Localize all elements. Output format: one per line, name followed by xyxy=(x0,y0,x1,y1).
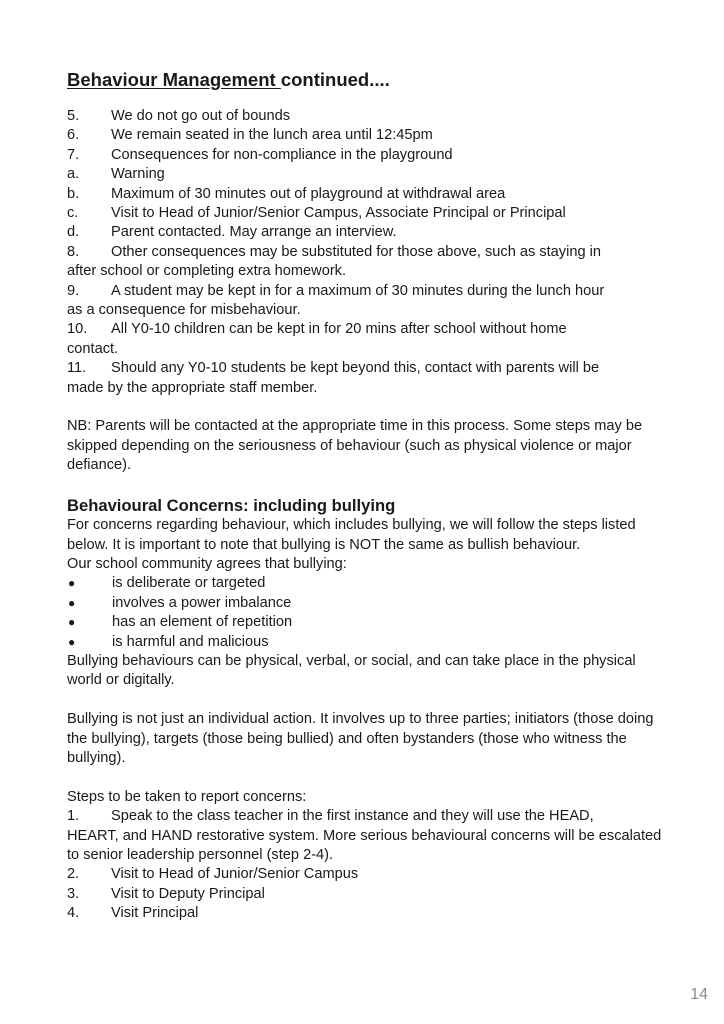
item-text: involves a power imbalance xyxy=(112,594,292,611)
item-text-continued: made by the appropriate staff member. xyxy=(67,379,318,396)
item-text: Parent contacted. May arrange an interview. xyxy=(111,224,397,241)
bullying-parties: Bullying is not just an individual action. It involves up to three parties; initiators (those doing the bullying), targets (those being bullied) and often bystanders (those who witness the bullying). xyxy=(67,711,654,766)
list-item xyxy=(67,165,667,184)
page-heading xyxy=(67,68,667,92)
concerns-agrees: Our school community agrees that bullying: xyxy=(67,555,347,572)
item-number: 3. xyxy=(67,885,80,902)
item-text-continued: contact. xyxy=(67,340,119,357)
item-number: a. xyxy=(67,166,80,183)
item-text: We remain seated in the lunch area until 12:45pm xyxy=(111,127,433,144)
list-item-wrapped xyxy=(67,282,667,321)
item-text: Visit to Head of Junior/Senior Campus, Associate Principal or Principal xyxy=(111,205,566,222)
heading-underlined: Behaviour Management xyxy=(67,69,281,90)
list-item-wrapped xyxy=(67,807,667,865)
list-item xyxy=(67,107,667,126)
list-item xyxy=(67,904,667,923)
item-text: Visit Principal xyxy=(111,905,199,922)
item-number: 10. xyxy=(67,321,88,338)
rules-list xyxy=(67,107,667,398)
heading-rest: continued.... xyxy=(280,69,390,90)
steps-list xyxy=(67,807,667,923)
section-heading: Behavioural Concerns: including bullying xyxy=(67,496,396,516)
item-number: 9. xyxy=(67,282,80,299)
bullet-icon: ● xyxy=(68,634,76,649)
item-number: 2. xyxy=(67,866,80,883)
item-number: 5. xyxy=(67,108,80,124)
item-text: Warning xyxy=(111,166,165,183)
nb-note: NB: Parents will be contacted at the appropriate time in this process. Some steps may be skipped depending on the seriousness of behaviour (such as physical violence or major defiance). xyxy=(67,418,643,474)
list-item xyxy=(67,865,667,884)
item-text: Should any Y0-10 students be kept beyond this, contact with parents will be xyxy=(111,360,600,377)
list-item xyxy=(67,185,667,204)
item-text-continued: HEART, and HAND restorative system. More serious behavioural concerns will be escalated to senior leadership personnel (step 2-4). xyxy=(67,827,662,863)
list-item xyxy=(67,146,667,165)
steps-title: Steps to be taken to report concerns: xyxy=(67,788,307,805)
item-text: Maximum of 30 minutes out of playground at withdrawal area xyxy=(111,185,506,202)
item-number: 4. xyxy=(67,905,80,922)
list-item xyxy=(67,633,667,652)
list-item xyxy=(67,223,667,242)
item-text: A student may be kept in for a maximum of 30 minutes during the lunch hour xyxy=(111,282,605,299)
item-text: All Y0-10 children can be kept in for 20 mins after school without home xyxy=(111,321,567,338)
item-text: Visit to Deputy Principal xyxy=(111,885,265,902)
list-item xyxy=(67,126,667,145)
list-item-wrapped xyxy=(67,243,667,282)
item-number: 6. xyxy=(67,127,80,144)
list-item xyxy=(67,613,667,632)
item-number: c. xyxy=(67,205,79,222)
bullet-icon: ● xyxy=(68,595,76,610)
list-item-wrapped xyxy=(67,359,667,398)
list-item xyxy=(67,594,667,613)
bullet-icon: ● xyxy=(68,615,76,630)
item-number: 11. xyxy=(67,360,87,377)
item-number: 7. xyxy=(67,146,80,163)
document-page xyxy=(67,68,667,924)
list-item-wrapped xyxy=(67,320,667,359)
list-item xyxy=(67,204,667,223)
item-text: is harmful and malicious xyxy=(112,633,269,650)
bullet-list xyxy=(67,574,667,652)
item-text: Other consequences may be substituted for those above, such as staying in xyxy=(111,243,601,260)
bullying-types: Bullying behaviours can be physical, verbal, or social, and can take place in the physical world or digitally. xyxy=(67,652,636,689)
bullet-icon: ● xyxy=(68,576,76,591)
item-number: d. xyxy=(67,224,80,241)
page-number: 14 xyxy=(690,986,708,1003)
list-item xyxy=(67,574,667,593)
item-text: Speak to the class teacher in the first instance and they will use the HEAD, xyxy=(111,808,594,825)
item-number: b. xyxy=(67,185,80,202)
item-text: is deliberate or targeted xyxy=(112,575,266,592)
item-text: Consequences for non-compliance in the playground xyxy=(111,146,453,163)
item-text: Visit to Head of Junior/Senior Campus xyxy=(111,866,359,883)
concerns-intro: For concerns regarding behaviour, which includes bullying, we will follow the steps listed below. It is important to note that bullying is NOT the same as bullish behaviour. xyxy=(67,517,636,553)
list-item xyxy=(67,885,667,904)
item-number: 8. xyxy=(67,243,80,260)
item-text-continued: after school or completing extra homework. xyxy=(67,263,347,280)
item-text: We do not go out of bounds xyxy=(111,108,291,124)
item-text: has an element of repetition xyxy=(112,614,293,631)
item-text-continued: as a consequence for misbehaviour. xyxy=(67,302,301,319)
item-number: 1. xyxy=(67,808,80,825)
